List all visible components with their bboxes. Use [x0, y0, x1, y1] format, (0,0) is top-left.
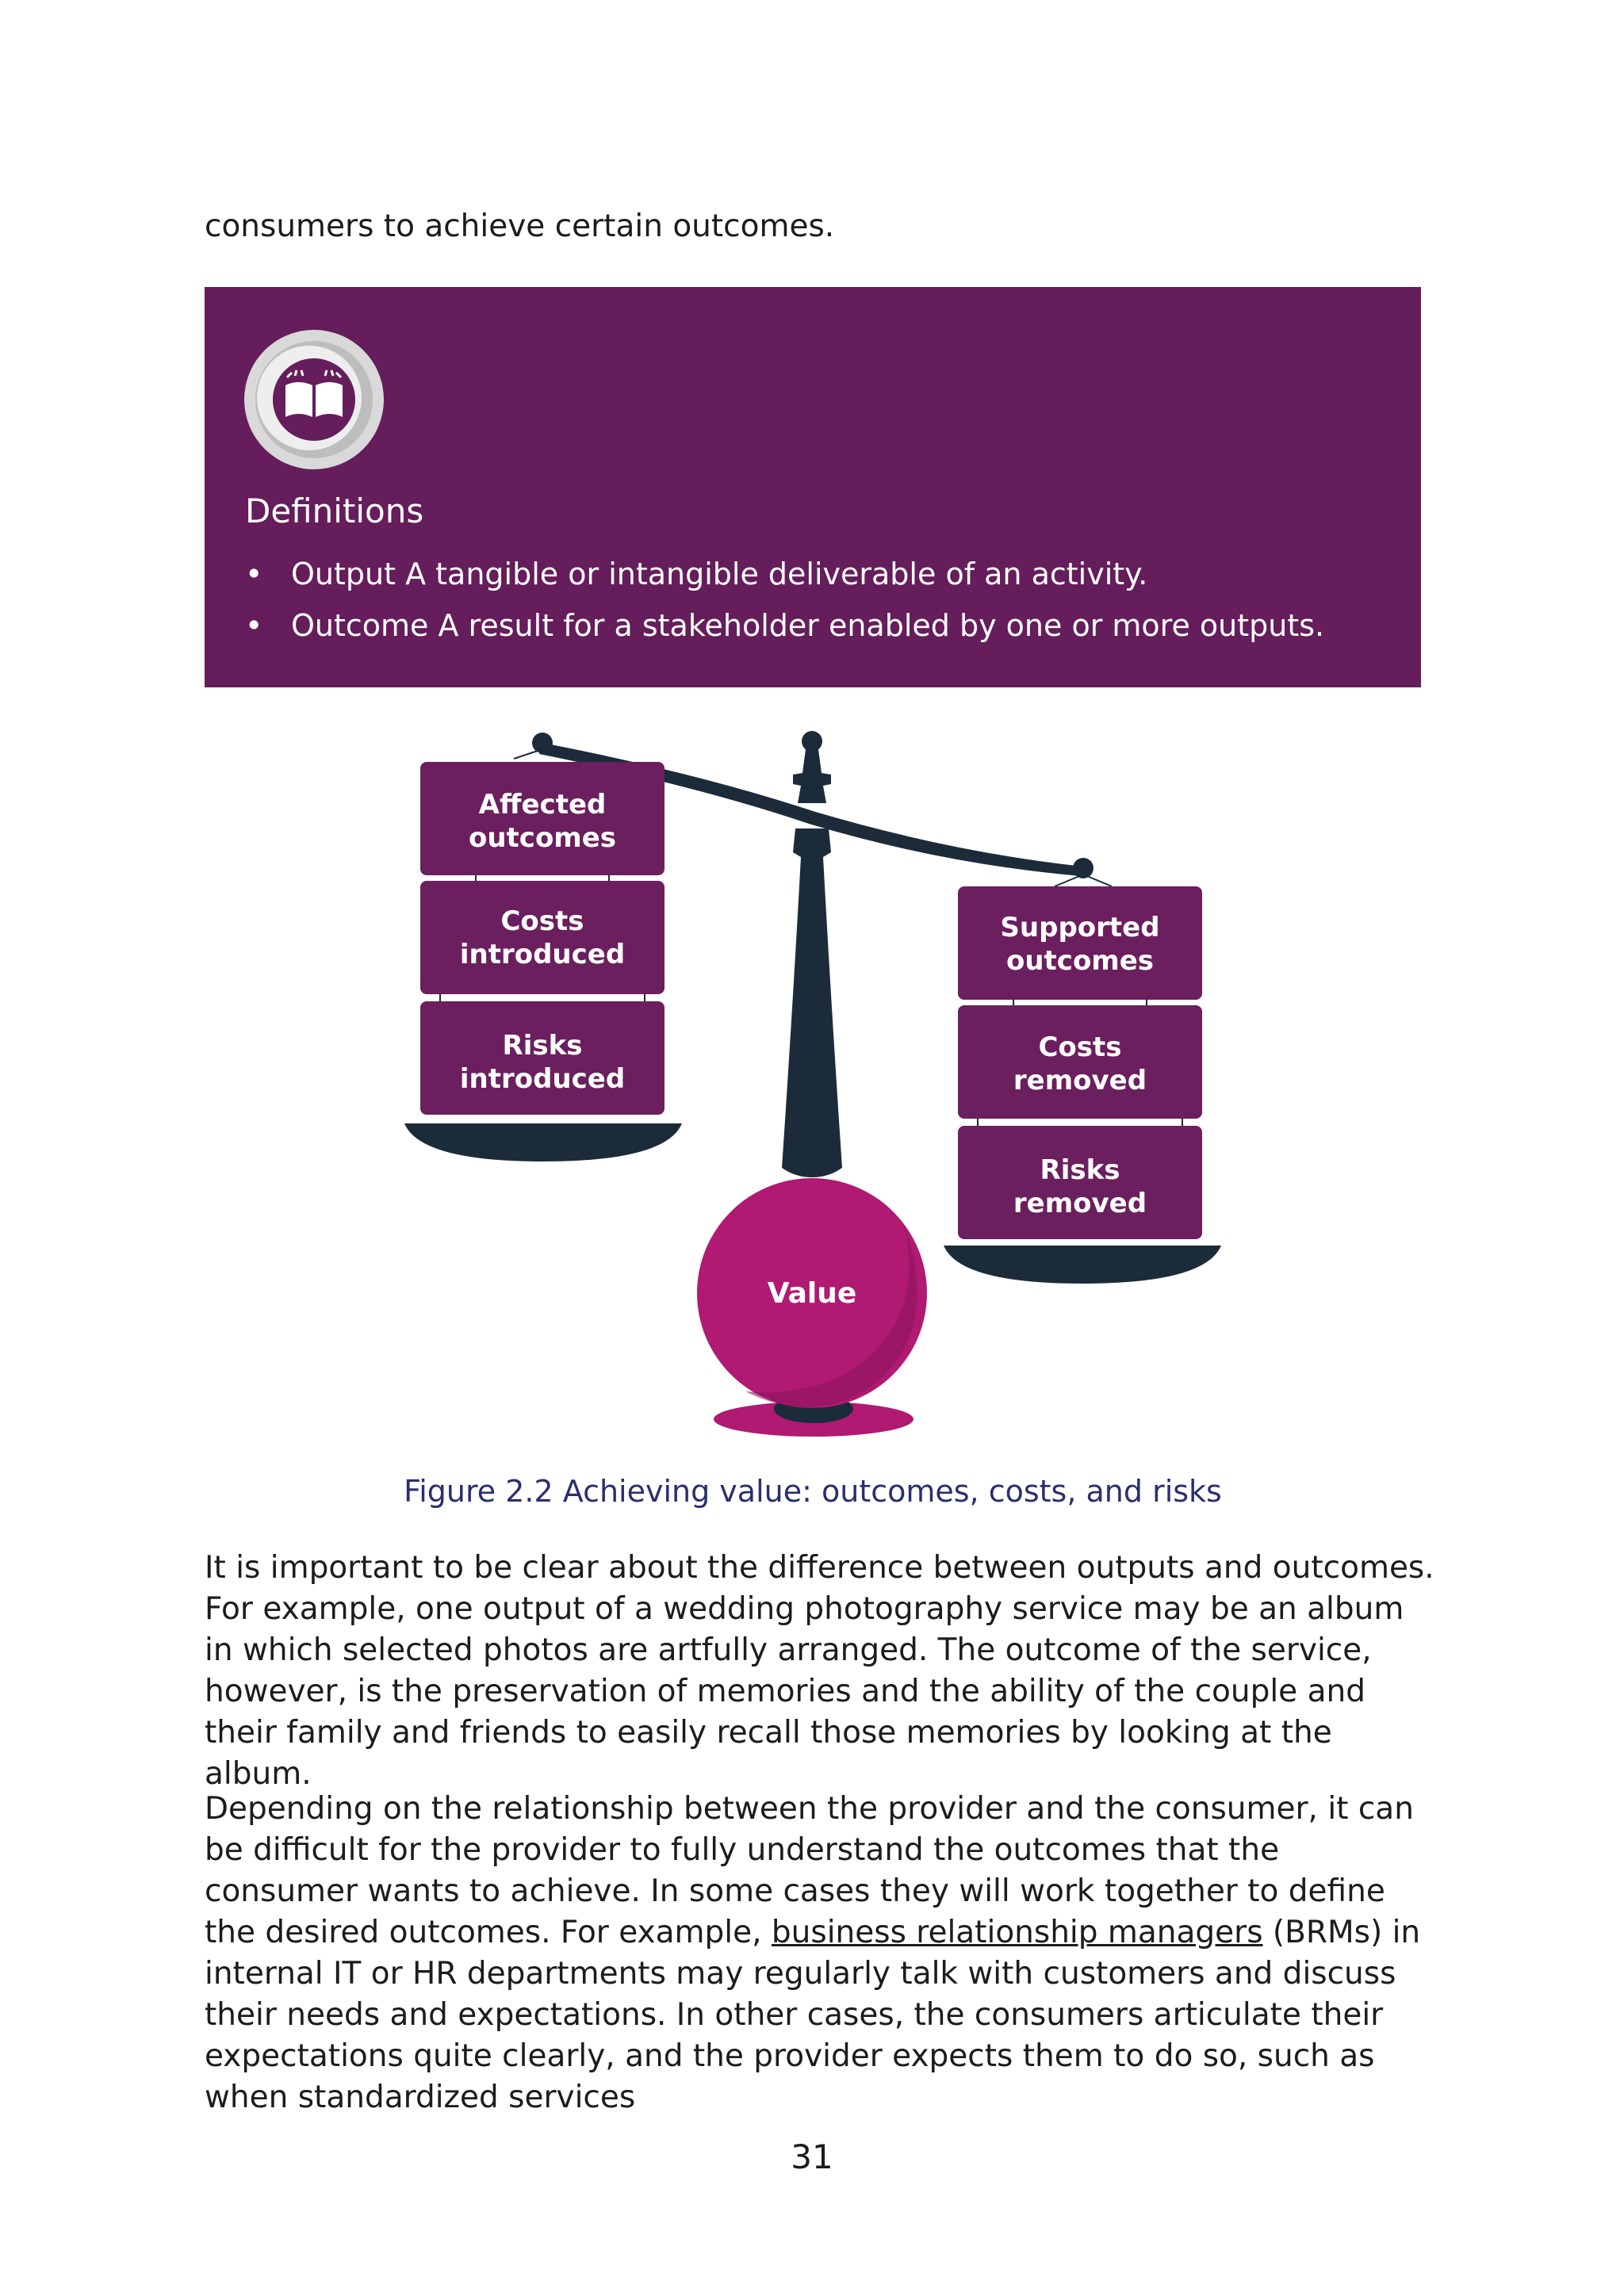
left-pan: [404, 1123, 682, 1161]
box-risks-removed-line2: removed: [1013, 1188, 1147, 1219]
box-costs-removed-line2: removed: [1013, 1065, 1147, 1096]
box-costs-introduced: [420, 881, 665, 994]
box-affected-outcomes-line2: outcomes: [468, 822, 617, 854]
definition-outcome: • Outcome A result for a stakeholder enabled by one or more outputs.: [245, 600, 1324, 652]
box-supported-outcomes-line1: Supported: [1000, 912, 1160, 943]
box-costs-introduced-line1: Costs: [500, 905, 584, 937]
definitions-list: [245, 549, 1324, 652]
paragraph-provider-consumer: [205, 1789, 1442, 2118]
right-pan-stack: [958, 886, 1202, 1239]
scale-pillar: [782, 828, 842, 1177]
box-costs-introduced-line2: introduced: [459, 939, 626, 970]
scale-finial: [802, 731, 822, 752]
box-affected-outcomes-line1: Affected: [478, 789, 607, 821]
definition-output: • Output A tangible or intangible deliverable of an activity.: [245, 549, 1324, 600]
right-pan: [944, 1246, 1221, 1284]
paragraph-text-end: (BRMs) in internal IT or HR departments may regularly talk with customers and discuss their needs and expectations. In other cases, the consumers articulate their expectations quite clearly, and the provider expects them to do so, such as when standardized services: [205, 1915, 1421, 2115]
box-risks-introduced-line1: Risks: [502, 1030, 583, 1062]
paragraph-outputs-outcomes: It is important to be clear about the difference between outputs and outcomes. For example, one output of a wedding photography service may be an album in which selected photos are artfully arranged. The outcome of the service, however, is the preservation of memories and the ability of the couple and their family and friends to easily recall those memories by looking at the album.: [205, 1550, 1434, 1792]
box-supported-outcomes-line2: outcomes: [1005, 945, 1155, 977]
page-number: 31: [791, 2137, 833, 2176]
beam-end-right: [1073, 858, 1094, 878]
lead-text: consumers to achieve certain outcomes.: [205, 209, 835, 244]
box-costs-removed-line1: Costs: [1038, 1031, 1122, 1063]
balance-scale-illustration: [396, 718, 1237, 1447]
brm-link[interactable]: business relationship managers: [771, 1915, 1263, 1950]
scale-pivot: [793, 749, 831, 803]
value-scale-figure: [396, 718, 1237, 1447]
paragraph-text-start: Depending on the relationship between the provider and the consumer, it can be difficult for the provider to fully understand the outcomes that the consumer wants to achieve. In some cases they will work together to define the desired outcomes. For example,: [205, 1791, 1414, 1950]
value-label: Value: [767, 1277, 857, 1310]
box-risks-introduced-line2: introduced: [459, 1063, 626, 1095]
beam-end-left: [532, 733, 553, 753]
box-risks-removed-line1: Risks: [1040, 1154, 1120, 1186]
open-book-icon: [243, 328, 385, 471]
definitions-box: [205, 287, 1421, 687]
figure-caption: Figure 2.2 Achieving value: outcomes, costs, and risks: [404, 1474, 1222, 1509]
left-pan-stack: [420, 762, 665, 1115]
definitions-title: Definitions: [245, 492, 424, 530]
